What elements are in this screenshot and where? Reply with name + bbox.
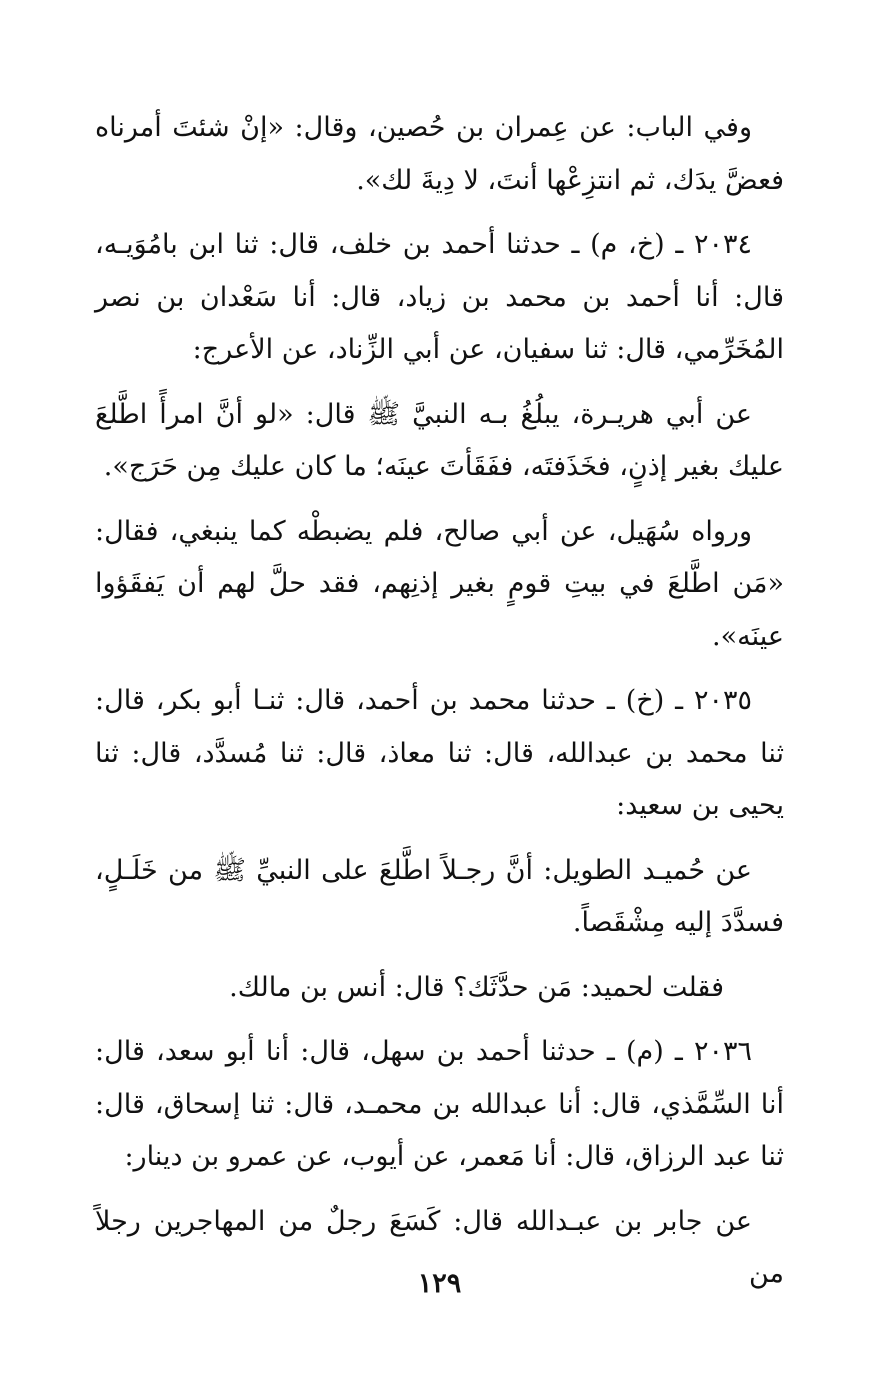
page-body [95,102,784,1313]
paragraph-8: ٢٠٣٦ ـ (م) ـ حدثنا أحمد بن سهل، قال: أنا أبو سعد، قال: أنا السِّمَّذي، قال: أنا عبدالله بن محمـد، قال: ثنا إسحاق، قال: ثنا عبد الرزاق، قال: أنا مَعمر، عن أيوب، عن عمرو بن دينار: [95,1036,784,1172]
paragraph-3: عن أبي هريـرة، يبلُغُ بـه النبيَّ ﷺ قال: «لو أنَّ امرأً اطَّلعَ عليك بغير إذنٍ، فخَذَفتَه، ففَقَأتَ عينَه؛ ما كان عليك مِن حَرَج». [95,398,784,482]
paragraph-5: ٢٠٣٥ ـ (خ) ـ حدثنا محمد بن أحمد، قال: ثنـا أبو بكر، قال: ثنا محمد بن عبدالله، قال: ثنا معاذ، قال: ثنا مُسدَّد، قال: ثنا يحيى بن سعيد: [95,685,784,821]
paragraph-7: فقلت لحميد: مَن حدَّثَك؟ قال: أنس بن مالك. [229,971,724,1003]
paragraph-9: عن جابر بن عبـدالله قال: كَسَعَ رجلٌ من المهاجرين رجلاً من [95,1205,784,1289]
paragraph-4: ورواه سُهَيل، عن أبي صالح، فلم يضبطْه كما ينبغي، فقال: «مَن اطَّلعَ في بيتِ قومٍ بغير إذنِهم، فقد حلَّ لهم أن يَفقَؤوا عينَه». [95,515,784,652]
paragraph-1: وفي الباب: عن عِمران بن حُصين، وقال: «إنْ شئتَ أمرناه فعضَّ يدَك، ثم انتزِعْها أنتَ، لا دِيةَ لك». [95,112,784,196]
paragraph-2: ٢٠٣٤ ـ (خ، م) ـ حدثنا أحمد بن خلف، قال: ثنا ابن بامُوَيـه، قال: أنا أحمد بن محمد بن زياد، قال: أنا سَعْدان بن نصر المُخَرِّمي، قال: ثنا سفيان، عن أبي الزِّناد، عن الأعرج: [95,229,784,365]
page-number: ١٢٩ [417,1268,462,1299]
paragraph-6: عن حُميـد الطويل: أنَّ رجـلاً اطَّلعَ على النبيِّ ﷺ من خَلَـلٍ، فسدَّدَ إليه مِشْقَصاً. [95,854,784,938]
